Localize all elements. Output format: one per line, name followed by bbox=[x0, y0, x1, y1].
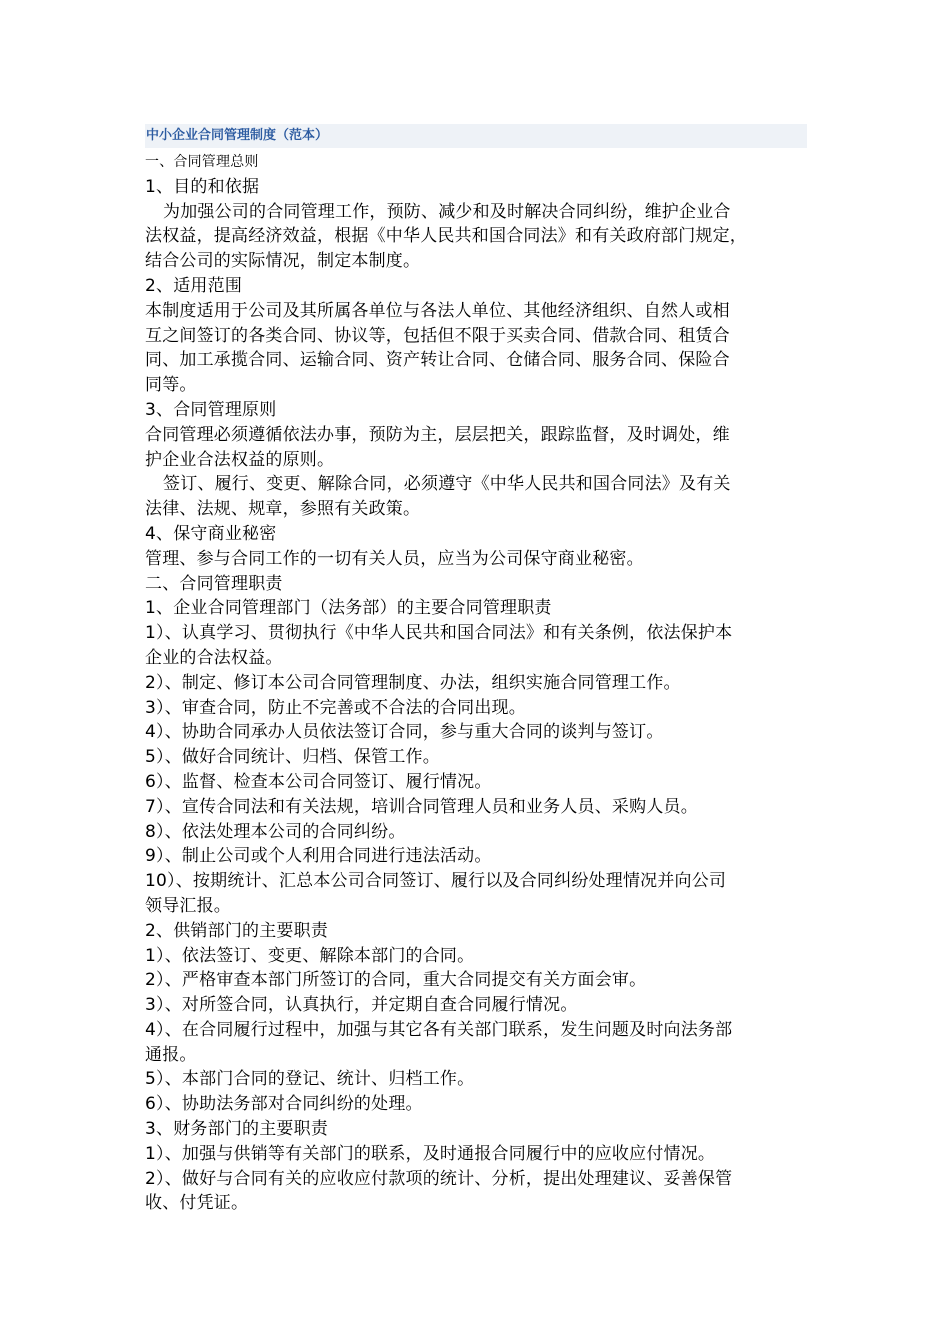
list-item-continuation: 企业的合法权益。 bbox=[145, 647, 283, 668]
paragraph-line: 本制度适用于公司及其所属各单位与各法人单位、其他经济组织、自然人或相 bbox=[145, 300, 730, 321]
list-item: 2）、制定、修订本公司合同管理制度、办法，组织实施合同管理工作。 bbox=[145, 672, 681, 693]
list-item: 2）、做好与合同有关的应收应付款项的统计、分析，提出处理建议、妥善保管 bbox=[145, 1168, 733, 1189]
list-item: 1）、加强与供销等有关部门的联系，及时通报合同履行中的应收应付情况。 bbox=[145, 1143, 716, 1164]
section-heading-duties: 二、合同管理职责 bbox=[145, 573, 283, 594]
list-item: 9）、制止公司或个人利用合同进行违法活动。 bbox=[145, 846, 492, 867]
paragraph-line: 结合公司的实际情况，制定本制度。 bbox=[145, 251, 421, 272]
list-item-continuation: 领导汇报。 bbox=[145, 895, 231, 916]
paragraph-line: 合同管理必须遵循依法办事，预防为主，层层把关，跟踪监督，及时调处，维 bbox=[145, 424, 730, 445]
paragraph-line: 法律、法规、规章，参照有关政策。 bbox=[145, 499, 421, 520]
list-item: 2）、严格审查本部门所签订的合同，重大合同提交有关方面会审。 bbox=[145, 970, 647, 991]
subheading-sales-dept: 2、供销部门的主要职责 bbox=[145, 920, 329, 941]
section-heading-general: 一、合同管理总则 bbox=[145, 154, 259, 170]
list-item: 1）、依法签订、变更、解除本部门的合同。 bbox=[145, 945, 475, 966]
subheading-legal-dept: 1、企业合同管理部门（法务部）的主要合同管理职责 bbox=[145, 598, 552, 619]
paragraph-line: 管理、参与合同工作的一切有关人员，应当为公司保守商业秘密。 bbox=[145, 548, 644, 569]
list-item: 4）、协助合同承办人员依法签订合同，参与重大合同的谈判与签订。 bbox=[145, 722, 664, 743]
paragraph-line: 互之间签订的各类合同、协议等，包括但不限于买卖合同、借款合同、租赁合 bbox=[145, 325, 730, 346]
paragraph-line: 为加强公司的合同管理工作，预防、减少和及时解决合同纠纷，维护企业合 bbox=[163, 201, 731, 222]
list-item: 5）、本部门合同的登记、统计、归档工作。 bbox=[145, 1069, 475, 1090]
list-item-continuation: 通报。 bbox=[145, 1044, 197, 1065]
paragraph-line: 同、加工承揽合同、运输合同、资产转让合同、仓储合同、服务合同、保险合 bbox=[145, 350, 730, 371]
paragraph-line: 护企业合法权益的原则。 bbox=[145, 449, 335, 470]
list-item: 10）、按期统计、汇总本公司合同签订、履行以及合同纠纷处理情况并向公司 bbox=[145, 871, 727, 892]
list-item: 7）、宣传合同法和有关法规，培训合同管理人员和业务人员、采购人员。 bbox=[145, 796, 698, 817]
list-item: 3）、对所签合同，认真执行，并定期自查合同履行情况。 bbox=[145, 995, 578, 1016]
list-item-continuation: 收、付凭证。 bbox=[145, 1193, 249, 1214]
list-item: 4）、在合同履行过程中，加强与其它各有关部门联系，发生问题及时向法务部 bbox=[145, 1019, 733, 1040]
paragraph-line: 签订、履行、变更、解除合同，必须遵守《中华人民共和国合同法》及有关 bbox=[163, 474, 731, 495]
list-item: 6）、监督、检查本公司合同签订、履行情况。 bbox=[145, 771, 492, 792]
subheading-confidentiality: 4、保守商业秘密 bbox=[145, 523, 277, 544]
subheading-principles: 3、合同管理原则 bbox=[145, 399, 277, 420]
paragraph-line: 同等。 bbox=[145, 375, 197, 396]
list-item: 8）、依法处理本公司的合同纠纷。 bbox=[145, 821, 406, 842]
document-title: 中小企业合同管理制度（范本） bbox=[145, 124, 807, 148]
subheading-scope: 2、适用范围 bbox=[145, 275, 243, 296]
list-item: 6）、协助法务部对合同纠纷的处理。 bbox=[145, 1094, 423, 1115]
list-item: 3）、审查合同，防止不完善或不合法的合同出现。 bbox=[145, 697, 526, 718]
list-item: 5）、做好合同统计、归档、保管工作。 bbox=[145, 747, 440, 768]
paragraph-line: 法权益，提高经济效益，根据《中华人民共和国合同法》和有关政府部门规定， bbox=[145, 226, 747, 247]
subheading-finance-dept: 3、财务部门的主要职责 bbox=[145, 1119, 329, 1140]
document-page bbox=[145, 124, 807, 1216]
subheading-purpose: 1、目的和依据 bbox=[145, 176, 260, 197]
list-item: 1）、认真学习、贯彻执行《中华人民共和国合同法》和有关条例，依法保护本 bbox=[145, 623, 733, 644]
